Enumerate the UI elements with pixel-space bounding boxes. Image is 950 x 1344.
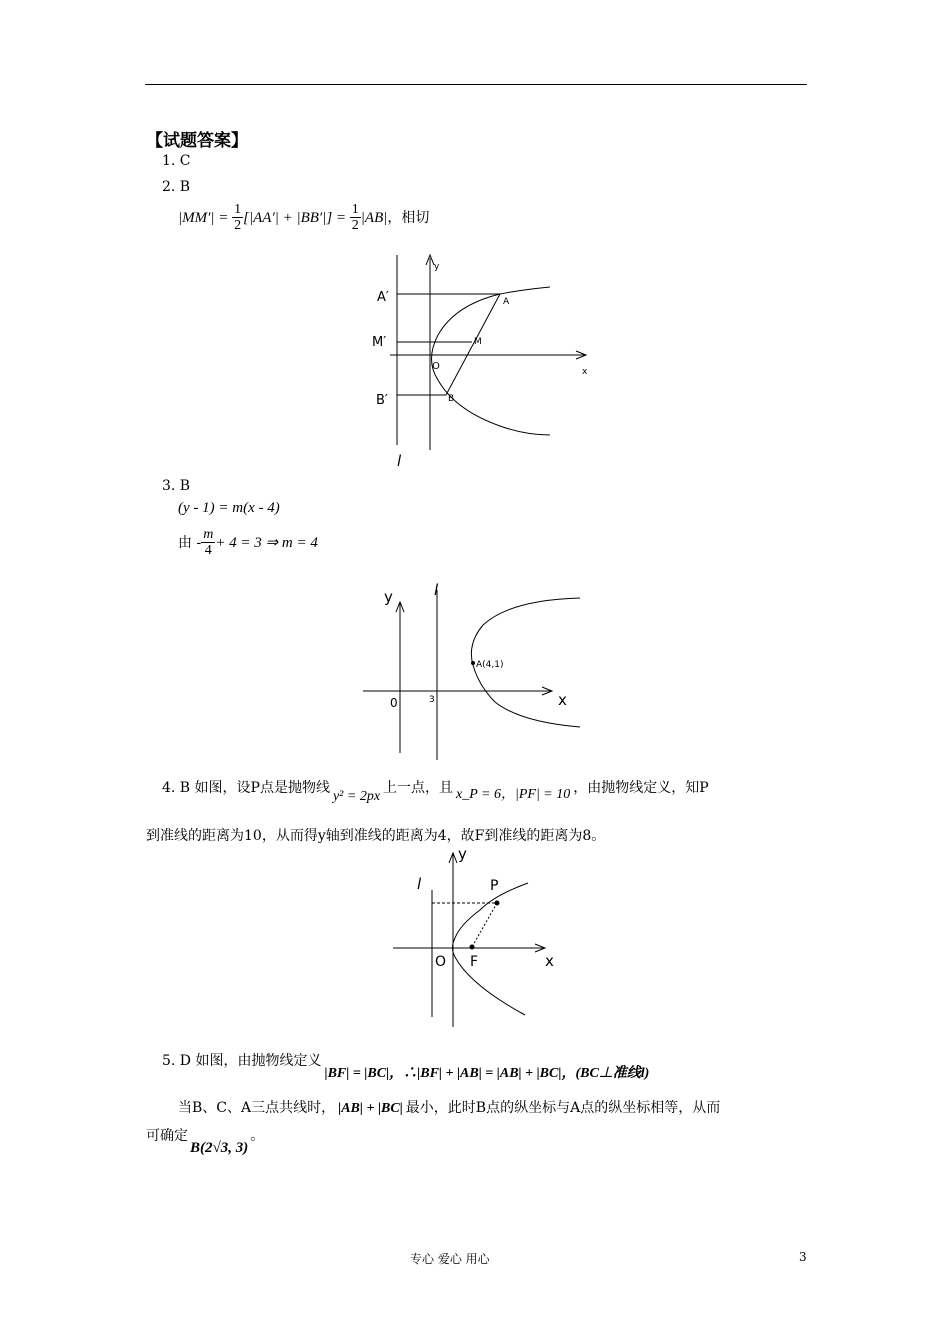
- label-m: M: [474, 337, 482, 347]
- equation-parabola: y² = 2px: [332, 789, 381, 804]
- label-a-prime: A′: [377, 290, 389, 305]
- text-part: 。: [250, 1128, 265, 1144]
- answer-3-line-2: [178, 527, 318, 558]
- text-part: 5. D 如图，由抛物线定义: [162, 1053, 322, 1069]
- label-origin: 0: [390, 696, 398, 710]
- answer-3: 3. B: [162, 478, 191, 494]
- answer-5-line-3: [146, 1125, 264, 1157]
- footer-slogan: 专心 爱心 用心: [410, 1252, 490, 1266]
- label-b: B: [448, 394, 455, 404]
- label-b-prime: B′: [376, 393, 388, 408]
- label-p: P: [490, 878, 499, 894]
- answer-5-line-2: [178, 1097, 720, 1117]
- label-origin: O: [435, 954, 447, 970]
- chord-ab: [446, 294, 500, 395]
- label-a-point: A(4,1): [476, 660, 504, 670]
- label-y: y: [434, 262, 440, 272]
- equation-bf-bc: |BF| = |BC|，∴|BF| + |AB| = |AB| + |BC|，(BC⊥准线l): [324, 1066, 650, 1081]
- point-p: [495, 901, 500, 906]
- label-origin: O: [432, 361, 440, 372]
- label-a: A: [503, 297, 510, 307]
- header-rule: [145, 84, 807, 85]
- answer-4-line-1: [162, 777, 709, 805]
- frac-denominator: 2: [351, 218, 359, 233]
- point-b-coordinates: B(2√3, 3): [190, 1140, 249, 1156]
- answer-3-line-1: (y - 1) = m(x - 4): [178, 500, 280, 516]
- frac-numerator: 1: [234, 202, 242, 217]
- answer-4-line-2: 到准线的距离为10，从而得y轴到准线的距离为4，故F到准线的距离为8。: [146, 828, 606, 844]
- label-y: y: [384, 588, 393, 606]
- equation-xp-pf: x_P = 6，|PF| = 10: [456, 787, 571, 802]
- frac-numerator: m: [203, 527, 214, 542]
- page-number: 3: [799, 1250, 807, 1264]
- parabola-curve: [432, 287, 551, 435]
- label-l: l: [397, 452, 402, 470]
- label-m-prime: M′: [372, 335, 387, 350]
- formula-rhs: |AB|: [360, 210, 388, 226]
- figure-1-parabola-chord: [360, 250, 600, 475]
- label-three: 3: [429, 695, 435, 705]
- text-part: 上一点，且: [383, 780, 454, 796]
- answer-2: 2. B: [162, 179, 191, 195]
- equation-ab-bc: |AB| + |BC|: [338, 1101, 403, 1116]
- dashed-pf: [472, 903, 497, 947]
- label-f: F: [470, 954, 479, 970]
- label-x: x: [545, 952, 554, 970]
- label-x: x: [558, 691, 567, 709]
- frac-denominator: 4: [204, 543, 212, 558]
- line-suffix: + 4 = 3 ⇒ m = 4: [215, 535, 318, 551]
- text-part: 当B、C、A三点共线时，: [178, 1100, 336, 1116]
- text-part: 可确定: [146, 1128, 188, 1144]
- label-l: l: [417, 875, 422, 893]
- fraction-m-over-4: [201, 527, 215, 558]
- figure-2-parabola-point-a: [355, 580, 595, 760]
- text-part: ，由抛物线定义，知P: [573, 780, 709, 796]
- text-part: 最小，此时B点的纵坐标与A点的纵坐标相等，从而: [405, 1100, 721, 1116]
- formula-lhs: |MM′|: [178, 210, 215, 226]
- answer-5-line-1: [162, 1050, 649, 1082]
- label-x: x: [582, 367, 588, 377]
- section-title: 【试题答案】: [146, 131, 248, 151]
- fraction-half-1: [232, 202, 243, 233]
- frac-numerator: 1: [351, 202, 359, 217]
- answer-1: 1. C: [162, 153, 191, 169]
- frac-denominator: 2: [234, 218, 242, 233]
- formula-eq: =: [214, 210, 233, 226]
- text-part: 4. B 如图，设P点是抛物线: [162, 780, 330, 796]
- point-f: [470, 945, 475, 950]
- formula-tail: ，相切: [387, 210, 430, 226]
- figure-3-parabola-focus: [385, 845, 565, 1030]
- answer-2-formula: [178, 202, 429, 233]
- point-a: [471, 661, 475, 665]
- line-prefix: 由 -: [178, 535, 202, 551]
- label-y: y: [458, 845, 467, 863]
- formula-mid: [|AA′| + |BB′|] =: [243, 210, 350, 226]
- label-l: l: [434, 581, 439, 599]
- fraction-half-2: [350, 202, 361, 233]
